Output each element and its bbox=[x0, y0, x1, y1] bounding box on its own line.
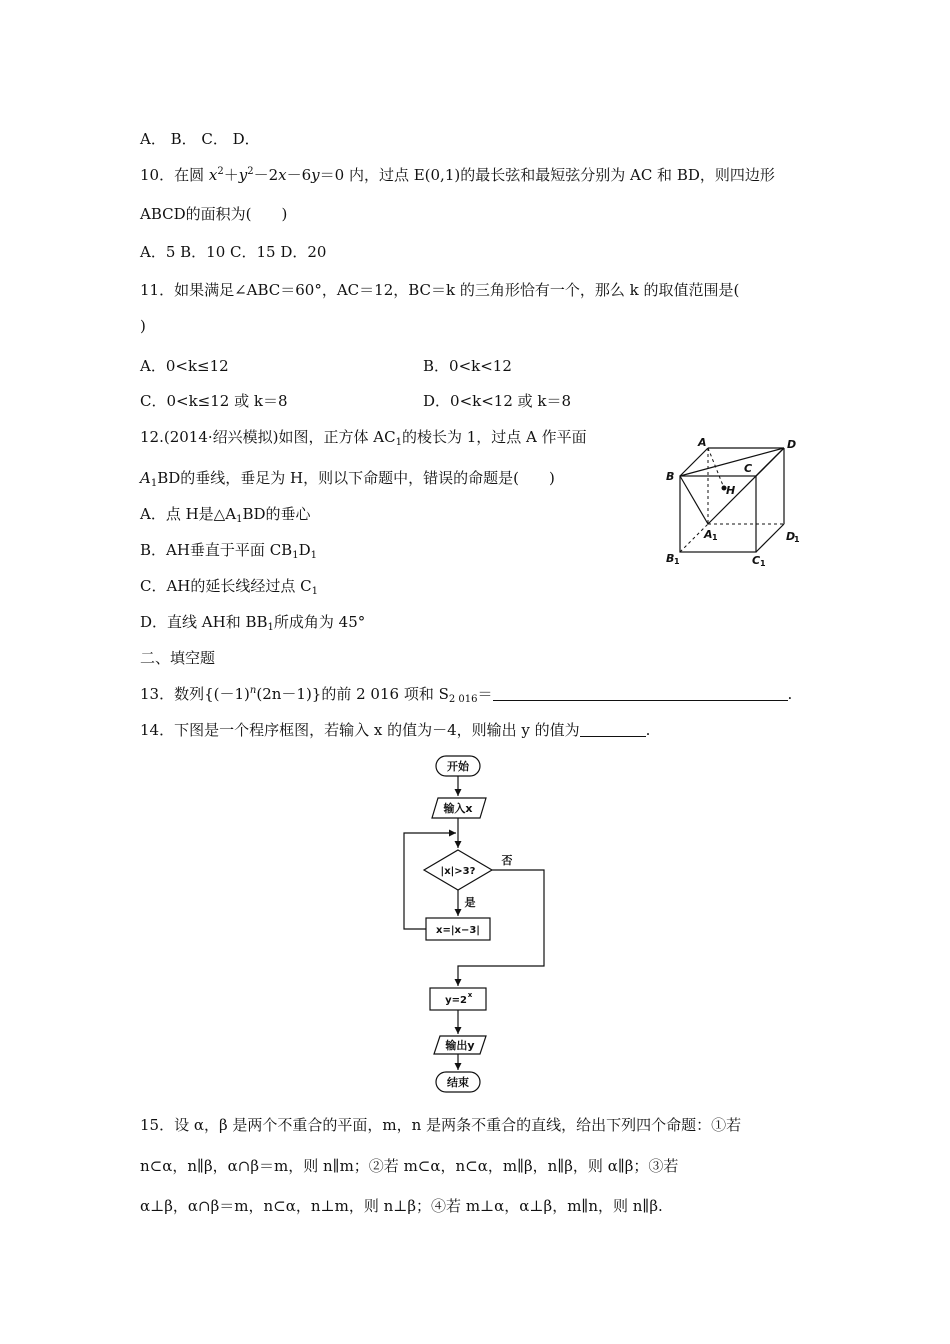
q12-stem-line2 bbox=[140, 467, 555, 489]
q13-part: 13．数列{(－1) bbox=[140, 685, 250, 703]
label-b1: B bbox=[666, 552, 675, 565]
flow-start-text: 开始 bbox=[447, 760, 469, 773]
subscript: 1 bbox=[395, 437, 402, 448]
q12-option-d bbox=[140, 611, 365, 633]
label-d1: D bbox=[786, 530, 796, 543]
flow-calc-text: y=2 bbox=[445, 995, 467, 1006]
q15-line1: 15．设 α，β 是两个不重合的平面，m，n 是两条不重合的直线，给出下列四个命题：①若 bbox=[140, 1116, 742, 1134]
label-a: A bbox=[698, 436, 707, 449]
q10-stem-line2: ABCD的面积为( ) bbox=[140, 205, 288, 223]
q14-stem bbox=[140, 719, 650, 740]
q11-option-a: A．0<k≤12 bbox=[140, 357, 229, 375]
q10-number: 10．在圆 bbox=[140, 166, 209, 184]
label-c1-sub: 1 bbox=[760, 559, 766, 568]
q12-opt-part: A．点 H是△A bbox=[140, 505, 237, 523]
q13-part: . bbox=[787, 685, 793, 703]
subscript: 1 bbox=[236, 514, 243, 525]
flow-calc-sup: x bbox=[467, 991, 473, 999]
label-a1: A bbox=[704, 528, 713, 541]
flow-input-text: 输入x bbox=[443, 802, 473, 815]
q12-stem-part: 12.(2014·绍兴模拟)如图，正方体 AC bbox=[140, 428, 396, 446]
q15-line3: α⊥β，α∩β＝m，n⊂α，n⊥m，则 n⊥β；④若 m⊥α，α⊥β，m∥n，则 n∥β. bbox=[140, 1197, 663, 1215]
label-b1-sub: 1 bbox=[674, 557, 680, 566]
q12-option-a bbox=[140, 503, 311, 525]
q12-opt-part: D．直线 AH和 BB bbox=[140, 613, 268, 631]
cube-edge bbox=[756, 524, 784, 552]
q12-stem-part: 的棱长为 1，过点 A 作平面 bbox=[401, 428, 587, 446]
q10-options: A．5 B．10 C．15 D．20 bbox=[140, 243, 327, 261]
q12-stem-part: A bbox=[140, 469, 151, 487]
q13-stem bbox=[140, 683, 792, 705]
section-title: 二、填空题 bbox=[140, 649, 216, 667]
q14-part: 14．下图是一个程序框图，若输入 x 的值为－4，则输出 y 的值为 bbox=[140, 721, 580, 739]
flowchart bbox=[390, 754, 560, 1094]
label-h: H bbox=[726, 484, 736, 497]
flow-output-text: 输出y bbox=[445, 1039, 475, 1052]
q12-opt-part: B．AH垂直于平面 CB bbox=[140, 541, 293, 559]
q10-stem-rest: 内，过点 E(0,1)的最长弦和最短弦分别为 AC 和 BD，则四边形 bbox=[348, 166, 775, 184]
label-a1-sub: 1 bbox=[712, 533, 718, 542]
q12-option-c bbox=[140, 575, 318, 597]
label-c: C bbox=[744, 462, 753, 475]
q11-stem-line2: ) bbox=[140, 317, 146, 335]
answer-blank[interactable] bbox=[580, 722, 646, 737]
q10-stem-line1: 10．在圆 $x^2+y^2-2x-6y=0$ 内，过点 E(0,1)的最长弦和最短弦分别为 AC 和 BD，则四边形 bbox=[140, 166, 775, 184]
cube-edge-bd bbox=[680, 448, 784, 476]
q11-option-d: D．0<k<12 或 k＝8 bbox=[423, 392, 572, 410]
subscript: 1 bbox=[267, 622, 274, 633]
q11-option-c: C．0<k≤12 或 k＝8 bbox=[140, 392, 288, 410]
q12-opt-part: 所成角为 45° bbox=[273, 613, 366, 631]
label-d1-sub: 1 bbox=[794, 535, 800, 544]
q9-options: A． B． C． D． bbox=[140, 130, 260, 148]
subscript: 2 016 bbox=[448, 694, 478, 705]
flow-yes-label: 是 bbox=[464, 896, 476, 909]
flow-assign-text: x=|x−3| bbox=[436, 925, 480, 936]
q14-part: . bbox=[645, 721, 651, 739]
flow-end-text: 结束 bbox=[447, 1076, 469, 1089]
q12-option-b bbox=[140, 539, 317, 561]
answer-blank[interactable] bbox=[493, 686, 788, 701]
label-d: D bbox=[787, 438, 797, 451]
subscript: 1 bbox=[311, 586, 319, 597]
q12-opt-part: BD的垂心 bbox=[242, 505, 311, 523]
cube-edge-ba1 bbox=[680, 476, 708, 524]
subscript: 1 bbox=[150, 478, 158, 489]
q12-opt-part: D bbox=[298, 541, 311, 559]
q12-opt-part: C．AH的延长线经过点 C bbox=[140, 577, 312, 595]
q11-option-b: B．0<k<12 bbox=[423, 357, 512, 375]
q13-part: ＝ bbox=[477, 685, 493, 703]
superscript: n bbox=[249, 685, 257, 696]
cube-figure bbox=[660, 432, 810, 572]
q12-stem-part: BD的垂线，垂足为 H，则以下命题中，错误的命题是( ) bbox=[157, 469, 555, 487]
subscript: 1 bbox=[310, 550, 317, 561]
label-b: B bbox=[666, 470, 675, 483]
q13-part: (2n－1)}的前 2 016 项和 S bbox=[256, 685, 449, 703]
q12-stem-line1 bbox=[140, 426, 587, 448]
label-c1: C bbox=[752, 554, 761, 567]
q11-stem-line1: 11．如果满足∠ABC＝60°，AC＝12，BC＝k 的三角形恰有一个，那么 k 的取值范围是( bbox=[140, 281, 740, 299]
flow-cond-text: |x|>3? bbox=[440, 866, 476, 877]
subscript: 1 bbox=[292, 550, 299, 561]
q15-line2: n⊂α，n∥β，α∩β＝m，则 n∥m；②若 m⊂α，n⊂α，m∥β，n∥β，则 α∥β；③若 bbox=[140, 1157, 679, 1175]
flow-no-label: 否 bbox=[501, 854, 513, 867]
